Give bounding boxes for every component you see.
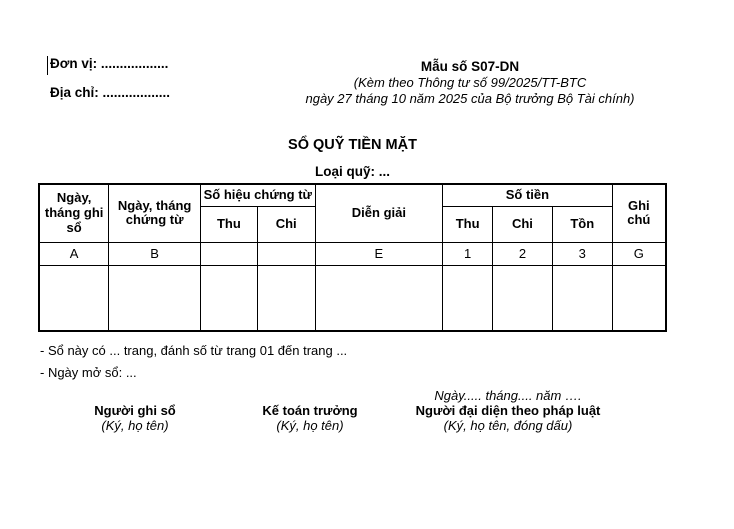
header-payment-amount: Chi bbox=[493, 206, 553, 242]
form-info bbox=[270, 59, 670, 106]
header-group-amount: Số tiền bbox=[443, 184, 612, 206]
text-cursor bbox=[47, 56, 48, 75]
letter-cell: G bbox=[612, 242, 666, 265]
header-balance: Tồn bbox=[552, 206, 612, 242]
signature-title: Người đại diện theo pháp luật bbox=[415, 403, 601, 418]
title-block bbox=[38, 137, 667, 179]
table-header-row-1 bbox=[39, 184, 666, 206]
letter-cell: 2 bbox=[493, 242, 553, 265]
body-cell bbox=[39, 265, 109, 331]
column-letter-row bbox=[39, 242, 666, 265]
letter-cell: 1 bbox=[443, 242, 493, 265]
unit-field: Đơn vị: .................. bbox=[50, 56, 169, 71]
header-receipt-amount: Thu bbox=[443, 206, 493, 242]
header-date-voucher: Ngày, tháng chứng từ bbox=[109, 184, 201, 242]
header-left bbox=[50, 56, 170, 114]
header-date-recorded: Ngày, tháng ghi sổ bbox=[39, 184, 109, 242]
body-cell bbox=[201, 265, 258, 331]
body-cell bbox=[315, 265, 443, 331]
table-row bbox=[39, 265, 666, 331]
letter-cell: E bbox=[315, 242, 443, 265]
letter-cell bbox=[257, 242, 315, 265]
form-number: Mẫu số S07-DN bbox=[420, 59, 520, 74]
open-date-note: - Ngày mở sổ: ... bbox=[40, 365, 137, 380]
pages-note: - Sổ này có ... trang, đánh số từ trang 01 đến trang ... bbox=[40, 343, 348, 358]
header-payment-no: Chi bbox=[257, 206, 315, 242]
letter-cell: B bbox=[109, 242, 201, 265]
signature-note: (Ký, họ tên, đóng dấu) bbox=[443, 418, 573, 433]
letter-cell: A bbox=[39, 242, 109, 265]
signature-chief-accountant bbox=[232, 388, 388, 433]
letter-cell: 3 bbox=[552, 242, 612, 265]
address-field: Địa chỉ: .................. bbox=[50, 85, 171, 100]
letter-cell bbox=[201, 242, 258, 265]
signature-note: (Ký, họ tên) bbox=[276, 418, 344, 433]
body-cell bbox=[612, 265, 666, 331]
form-note-line2: ngày 27 tháng 10 năm 2025 của Bộ trưởng Bộ Tài chính) bbox=[305, 90, 635, 106]
body-cell bbox=[443, 265, 493, 331]
signature-title: Kế toán trưởng bbox=[262, 403, 358, 418]
fund-type-line: Loại quỹ: ... bbox=[314, 164, 390, 179]
body-cell bbox=[552, 265, 612, 331]
page-title: SỔ QUỸ TIỀN MẶT bbox=[288, 137, 417, 153]
header-note: Ghi chú bbox=[612, 184, 666, 242]
header-group-voucher-no: Số hiệu chứng từ bbox=[201, 184, 316, 206]
signature-legal-representative bbox=[388, 388, 628, 433]
signature-bookkeeper bbox=[38, 388, 232, 433]
signature-date-line: Ngày..... tháng.... năm …. bbox=[434, 388, 582, 403]
header-receipt-no: Thu bbox=[201, 206, 258, 242]
body-cell bbox=[109, 265, 201, 331]
header-description: Diễn giải bbox=[315, 184, 443, 242]
form-note-line1: (Kèm theo Thông tư số 99/2025/TT-BTC bbox=[353, 75, 587, 90]
body-cell bbox=[257, 265, 315, 331]
footer-notes bbox=[40, 344, 347, 388]
signature-note: (Ký, họ tên) bbox=[101, 418, 169, 433]
signature-title: Người ghi sổ bbox=[94, 403, 176, 418]
cash-book-table bbox=[38, 183, 667, 332]
body-cell bbox=[493, 265, 553, 331]
